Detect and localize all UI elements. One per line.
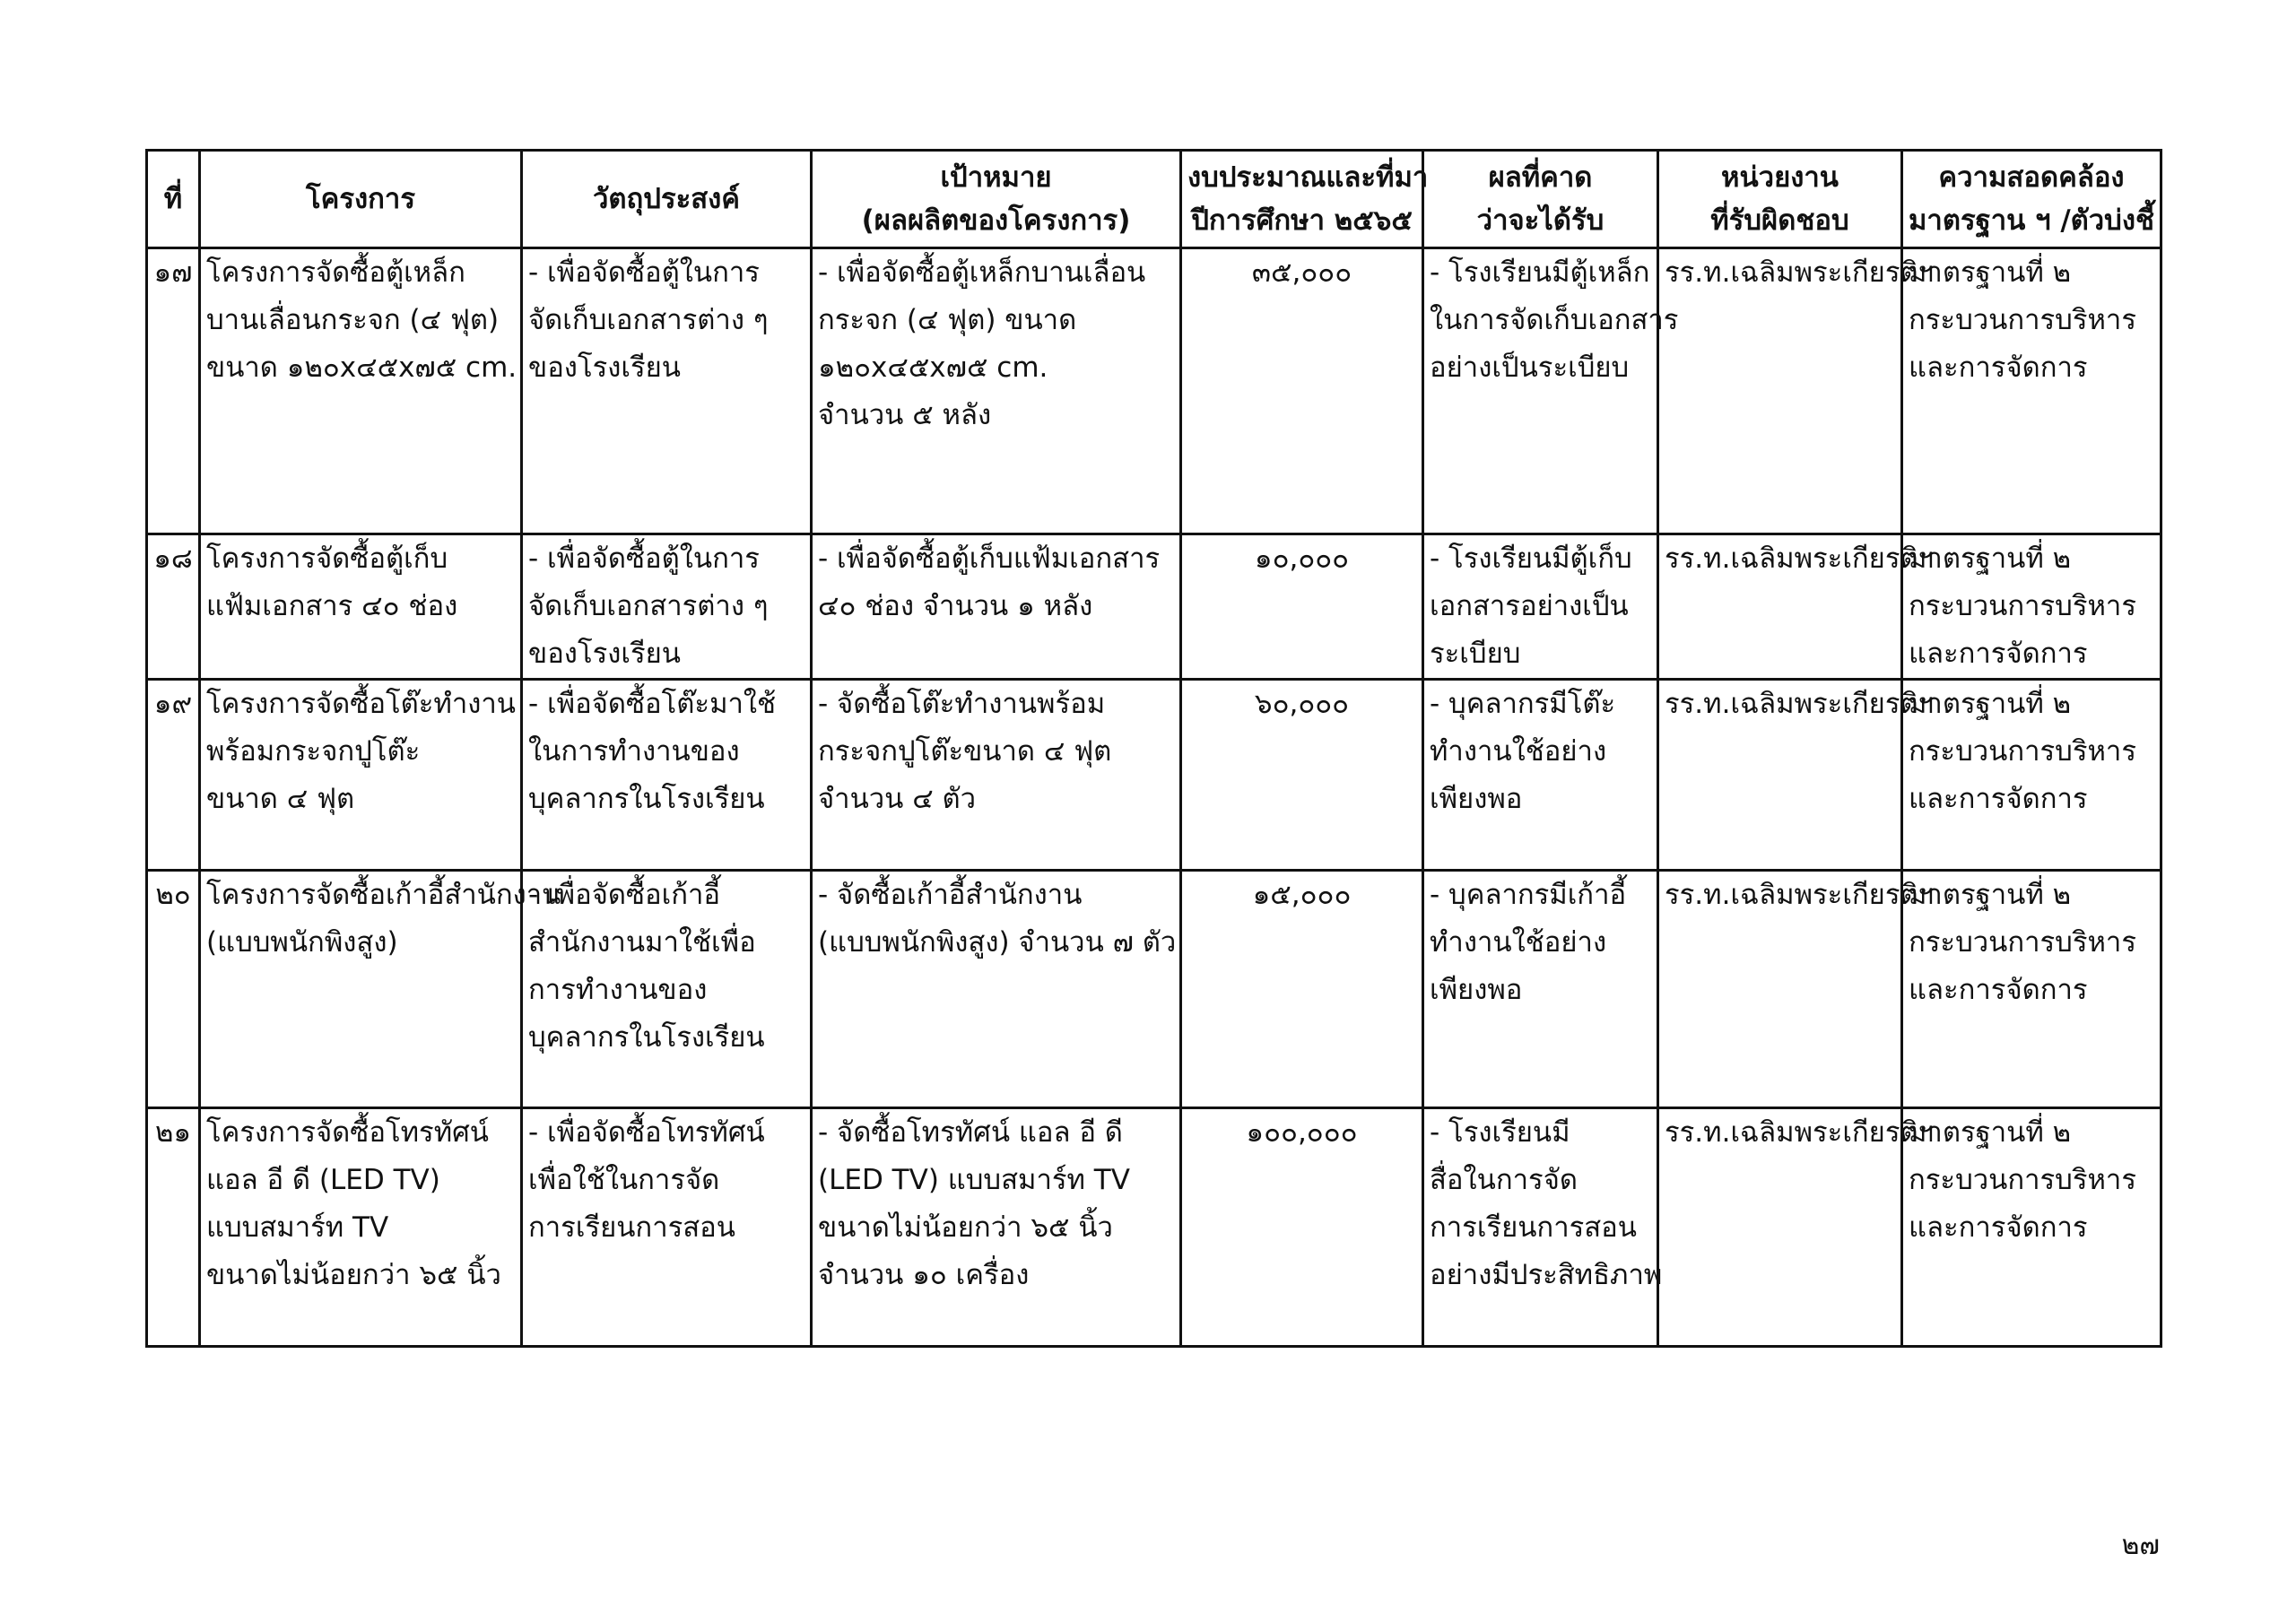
- cell-text-line: จำนวน ๕ หลัง: [818, 399, 992, 431]
- cell-text-line: จำนวน ๑๐ เครื่อง: [818, 1259, 1030, 1291]
- table-row: [147, 534, 2161, 680]
- cell-target: [812, 534, 1181, 680]
- cell-standard: [1902, 534, 2161, 680]
- cell-responsible-agency: [1658, 248, 1935, 534]
- cell-text-line: ขนาด ๔ ฟุต: [206, 783, 355, 815]
- cell-text: รร.ท.เฉลิมพระเกียรติฯ: [1665, 1116, 1935, 1149]
- cell-expected-result: [1423, 248, 1679, 534]
- cell-text-line: ๔๐ ช่อง จำนวน ๑ หลัง: [818, 590, 1093, 622]
- cell-target: [812, 1108, 1181, 1347]
- header-responsible-agency: หน่วยงาน ที่รับผิดชอบ: [1658, 151, 1902, 248]
- cell-text-line: โครงการจัดซื้อตู้เก็บ: [206, 542, 448, 575]
- cell-text: ๑๘: [153, 542, 193, 575]
- cell-text-line: จัดเก็บเอกสารต่าง ๆ: [528, 590, 769, 622]
- cell-text-line: - จัดซื้อโทรทัศน์ แอล อี ดี: [818, 1116, 1123, 1149]
- table-row: [147, 680, 2161, 871]
- cell-no: [147, 248, 200, 534]
- cell-text-line: มาตรฐานที่ ๒: [1909, 1116, 2072, 1149]
- cell-responsible-agency: [1658, 534, 1935, 680]
- cell-budget: [1181, 680, 1423, 871]
- cell-text-line: ของโรงเรียน: [528, 352, 681, 384]
- cell-text: ๑๗: [153, 256, 193, 289]
- cell-no: [147, 680, 200, 871]
- header-project: โครงการ: [200, 151, 522, 248]
- cell-project: [200, 248, 522, 534]
- cell-budget: [1181, 248, 1423, 534]
- cell-objective: [522, 534, 812, 680]
- cell-responsible-agency: [1658, 871, 1935, 1108]
- cell-text-line: กระจกปูโต๊ะขนาด ๔ ฟุต: [818, 735, 1112, 768]
- cell-standard: [1902, 871, 2161, 1108]
- cell-text-line: อย่างเป็นระเบียบ: [1430, 352, 1630, 384]
- cell-text-line: ของโรงเรียน: [528, 638, 681, 670]
- cell-text-line: แฟ้มเอกสาร ๔๐ ช่อง: [206, 590, 458, 622]
- cell-expected-result: [1423, 871, 1658, 1108]
- cell-text-line: มาตรฐานที่ ๒: [1909, 688, 2072, 720]
- cell-text-line: พร้อมกระจกปูโต๊ะ: [206, 735, 421, 768]
- cell-text-line: การเรียนการสอน: [528, 1211, 735, 1244]
- cell-text-line: - โรงเรียนมีตู้เก็บ: [1430, 542, 1632, 575]
- cell-text-line: ทำงานใช้อย่าง: [1430, 735, 1607, 768]
- header-no: ที่: [147, 151, 200, 248]
- cell-text-line: จัดเก็บเอกสารต่าง ๆ: [528, 304, 769, 336]
- cell-text-line: และการจัดการ: [1909, 783, 2088, 815]
- cell-standard: [1902, 1108, 2161, 1347]
- cell-text: รร.ท.เฉลิมพระเกียรติฯ: [1665, 688, 1935, 720]
- cell-text-line: โครงการจัดซื้อโทรทัศน์: [206, 1116, 489, 1149]
- cell-text-line: กระบวนการบริหาร: [1909, 1164, 2136, 1196]
- cell-text-line: เพียงพอ: [1430, 974, 1523, 1006]
- table-row: [147, 1108, 2161, 1347]
- cell-budget: [1181, 534, 1423, 680]
- cell-project: [200, 534, 522, 680]
- cell-text-line: โครงการจัดซื้อตู้เหล็ก: [206, 256, 465, 289]
- cell-text-line: (แบบพนักพิงสูง): [206, 926, 398, 959]
- cell-expected-result: [1423, 534, 1658, 680]
- cell-text-line: (แบบพนักพิงสูง) จำนวน ๗ ตัว: [818, 926, 1177, 959]
- cell-text-line: - เพื่อจัดซื้อตู้ในการ: [528, 256, 760, 289]
- cell-text-line: เอกสารอย่างเป็น: [1430, 590, 1629, 622]
- cell-project: [200, 680, 522, 871]
- cell-text-line: (LED TV) แบบสมาร์ท TV: [818, 1164, 1130, 1196]
- cell-text: รร.ท.เฉลิมพระเกียรติฯ: [1665, 542, 1935, 575]
- cell-objective: [522, 1108, 812, 1347]
- cell-standard: [1902, 680, 2161, 871]
- table-row: [147, 248, 2161, 534]
- cell-text-line: - เพื่อจัดซื้อโต๊ะมาใช้: [528, 688, 777, 720]
- cell-text-line: - จัดซื้อเก้าอี้สำนักงาน: [818, 879, 1083, 911]
- header-expected-result: ผลที่คาด ว่าจะได้รับ: [1423, 151, 1658, 248]
- cell-text-line: การทำงานของ: [528, 974, 708, 1006]
- cell-expected-result: [1423, 1108, 1663, 1347]
- cell-text-line: แอล อี ดี (LED TV): [206, 1164, 440, 1196]
- cell-text: ๑๐๐,๐๐๐: [1246, 1116, 1358, 1149]
- header-target: เป้าหมาย (ผลผลิตของโครงการ): [812, 151, 1181, 248]
- cell-text-line: และการจัดการ: [1909, 352, 2088, 384]
- cell-text-line: มาตรฐานที่ ๒: [1909, 879, 2072, 911]
- cell-text-line: มาตรฐานที่ ๒: [1909, 542, 2072, 575]
- cell-no: [147, 871, 200, 1108]
- table-row: [147, 871, 2161, 1108]
- project-plan-table: [145, 149, 2162, 1348]
- cell-text-line: จำนวน ๔ ตัว: [818, 783, 977, 815]
- cell-text-line: และการจัดการ: [1909, 638, 2088, 670]
- cell-text-line: - เพื่อจัดซื้อเก้าอี้: [528, 879, 721, 911]
- cell-text: ๑๙: [153, 688, 193, 720]
- cell-text: ๒๐: [155, 879, 191, 911]
- cell-text-line: ขนาดไม่น้อยกว่า ๖๕ นิ้ว: [206, 1259, 501, 1291]
- cell-project: [200, 1108, 522, 1347]
- cell-text-line: มาตรฐานที่ ๒: [1909, 256, 2072, 289]
- cell-text-line: เพื่อใช้ในการจัด: [528, 1164, 720, 1196]
- cell-text: ๖๐,๐๐๐: [1254, 688, 1350, 720]
- cell-text-line: แบบสมาร์ท TV: [206, 1211, 389, 1244]
- cell-text-line: - เพื่อจัดซื้อตู้เหล็กบานเลื่อน: [818, 256, 1146, 289]
- cell-text-line: สำนักงานมาใช้เพื่อ: [528, 926, 756, 959]
- header-standard: ความสอดคล้อง มาตรฐาน ฯ /ตัวบ่งชี้: [1902, 151, 2161, 248]
- cell-text-line: - บุคลากรมีโต๊ะ: [1430, 688, 1616, 720]
- cell-no: [147, 534, 200, 680]
- cell-text-line: - เพื่อจัดซื้อตู้เก็บแฟ้มเอกสาร: [818, 542, 1161, 575]
- cell-text-line: ทำงานใช้อย่าง: [1430, 926, 1607, 959]
- cell-text-line: - โรงเรียนมีตู้เหล็ก: [1430, 256, 1650, 289]
- cell-text: รร.ท.เฉลิมพระเกียรติฯ: [1665, 879, 1935, 911]
- table-body: [147, 248, 2161, 1347]
- cell-text-line: บุคลากรในโรงเรียน: [528, 783, 765, 815]
- cell-budget: [1181, 871, 1423, 1108]
- cell-text-line: เพียงพอ: [1430, 783, 1523, 815]
- cell-objective: [522, 871, 812, 1108]
- cell-text-line: ในการจัดเก็บเอกสาร: [1430, 304, 1679, 336]
- cell-text-line: ในการทำงานของ: [528, 735, 740, 768]
- header-budget: งบประมาณและที่มา ปีการศึกษา ๒๕๖๕: [1181, 151, 1423, 248]
- cell-text-line: - บุคลากรมีเก้าอี้: [1430, 879, 1627, 911]
- cell-text-line: - เพื่อจัดซื้อโทรทัศน์: [528, 1116, 765, 1149]
- cell-text-line: อย่างมีประสิทธิภาพ: [1430, 1259, 1663, 1291]
- cell-text-line: กระบวนการบริหาร: [1909, 926, 2136, 959]
- cell-text-line: กระบวนการบริหาร: [1909, 590, 2136, 622]
- cell-text-line: บุคลากรในโรงเรียน: [528, 1021, 765, 1054]
- cell-text: ๓๕,๐๐๐: [1251, 256, 1352, 289]
- header-objective: วัตถุประสงค์: [522, 151, 812, 248]
- cell-responsible-agency: [1658, 1108, 1935, 1347]
- cell-target: [812, 871, 1181, 1108]
- cell-text-line: - โรงเรียนมี: [1430, 1116, 1570, 1149]
- cell-no: [147, 1108, 200, 1347]
- cell-text: ๑๐,๐๐๐: [1254, 542, 1350, 575]
- cell-target: [812, 680, 1181, 871]
- cell-text: รร.ท.เฉลิมพระเกียรติฯ: [1665, 256, 1935, 289]
- cell-text-line: ระเบียบ: [1430, 638, 1521, 670]
- cell-text-line: การเรียนการสอน: [1430, 1211, 1637, 1244]
- cell-text-line: กระบวนการบริหาร: [1909, 304, 2136, 336]
- cell-standard: [1902, 248, 2161, 534]
- cell-text-line: ๑๒๐x๔๕x๗๕ cm.: [818, 352, 1048, 384]
- page-number: ๒๗: [2121, 1530, 2160, 1561]
- cell-text-line: บานเลื่อนกระจก (๔ ฟุต): [206, 304, 500, 336]
- cell-text-line: - เพื่อจัดซื้อตู้ในการ: [528, 542, 760, 575]
- cell-budget: [1181, 1108, 1423, 1347]
- cell-target: [812, 248, 1181, 534]
- cell-responsible-agency: [1658, 680, 1935, 871]
- cell-expected-result: [1423, 680, 1658, 871]
- cell-text: ๒๑: [154, 1116, 192, 1149]
- cell-text-line: โครงการจัดซื้อโต๊ะทำงาน: [206, 688, 516, 720]
- cell-text-line: สื่อในการจัด: [1430, 1164, 1578, 1196]
- cell-text-line: ขนาดไม่น้อยกว่า ๖๕ นิ้ว: [818, 1211, 1113, 1244]
- cell-text-line: และการจัดการ: [1909, 974, 2088, 1006]
- cell-text-line: ขนาด ๑๒๐x๔๕x๗๕ cm.: [206, 352, 517, 384]
- cell-project: [200, 871, 561, 1108]
- cell-text-line: กระบวนการบริหาร: [1909, 735, 2136, 768]
- cell-text-line: - จัดซื้อโต๊ะทำงานพร้อม: [818, 688, 1106, 720]
- cell-objective: [522, 680, 812, 871]
- table-header-row: [147, 151, 2161, 248]
- cell-objective: [522, 248, 812, 534]
- cell-text-line: โครงการจัดซื้อเก้าอี้สำนักงาน: [206, 879, 561, 911]
- cell-text: ๑๕,๐๐๐: [1252, 879, 1352, 911]
- cell-text-line: และการจัดการ: [1909, 1211, 2088, 1244]
- cell-text-line: กระจก (๔ ฟุต) ขนาด: [818, 304, 1077, 336]
